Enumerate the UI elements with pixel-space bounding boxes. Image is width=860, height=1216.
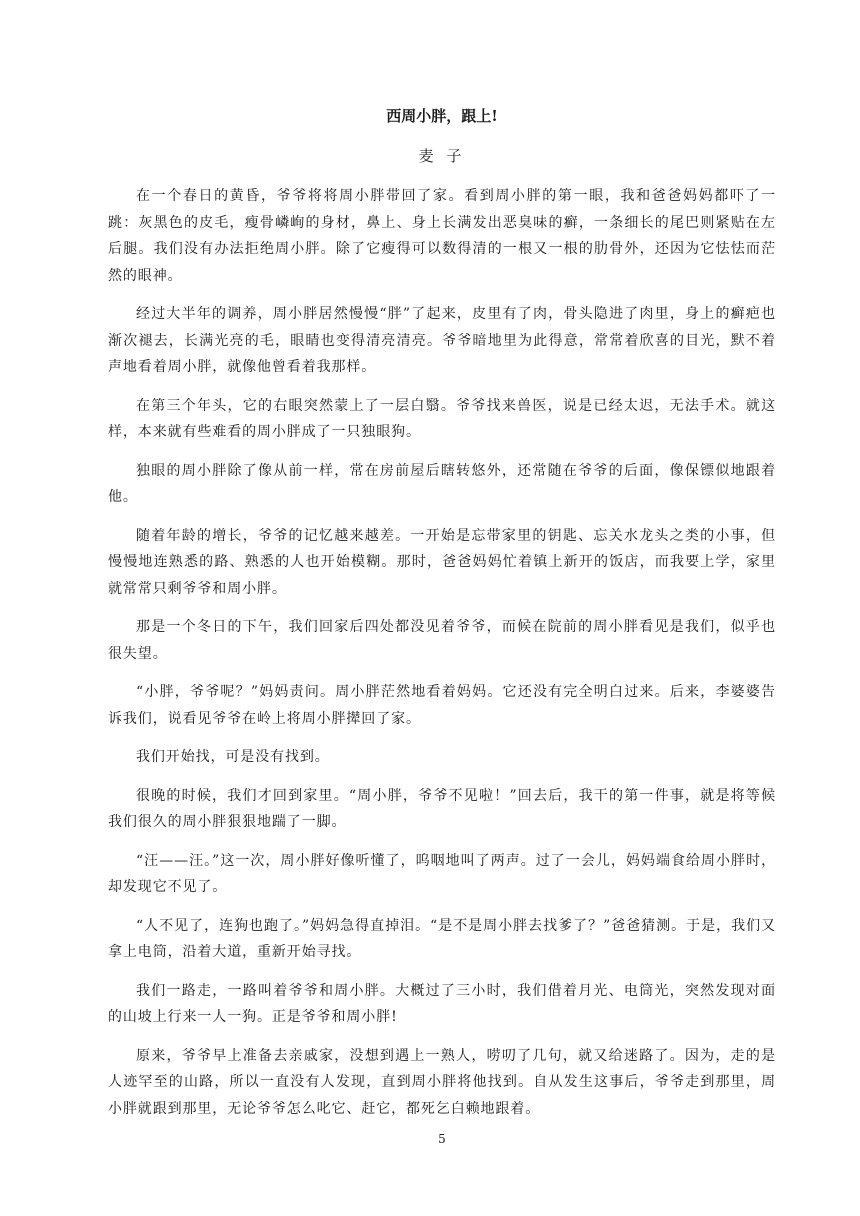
document-body	[108, 183, 776, 1134]
paragraph: 在第三个年头，它的右眼突然蒙上了一层白翳。爷爷找来兽医，说是已经太迟，无法手术。就这样，本来就有些难看的周小胖成了一只独眼狗。	[108, 397, 776, 440]
paragraph: 独眼的周小胖除了像从前一样，常在房前屋后瞎转悠外，还常随在爷爷的后面，像保镖似地跟着他。	[108, 462, 776, 505]
page-number: 5	[438, 1132, 446, 1146]
paragraph: 随着年龄的增长，爷爷的记忆越来越差。一开始是忘带家里的钥匙、忘关水龙头之类的小事，但慢慢地连熟悉的路、熟悉的人也开始模糊。那时，爸爸妈妈忙着镇上新开的饭店，而我要上学，家里就常常只剩爷爷和周小胖。	[108, 527, 776, 597]
paragraph: “汪——汪。”这一次，周小胖好像听懂了，呜咽地叫了两声。过了一会儿，妈妈端食给周小胖时，却发现它不见了。	[108, 852, 776, 895]
paragraph: 经过大半年的调养，周小胖居然慢慢“胖”了起来，皮里有了肉，骨头隐进了肉里，身上的癣疤也渐次褪去，长满光亮的毛，眼睛也变得清亮清亮。爷爷暗地里为此得意，常常着欣喜的目光，默不着声地看着周小胖，就像他曾看着我那样。	[108, 306, 776, 375]
paragraph: 我们开始找，可是没有找到。	[136, 749, 330, 765]
paragraph: 在一个春日的黄昏，爷爷将将周小胖带回了家。看到周小胖的第一眼，我和爸爸妈妈都吓了一跳：灰黑色的皮毛，瘦骨嶙峋的身材，鼻上、身上长满发出恶臭味的癣，一条细长的尾巴则紧贴在左后腿。我们没有办法拒绝周小胖。除了它瘦得可以数得清的一根又一根的肋骨外，还因为它怯怯而茫然的眼神。	[108, 188, 776, 284]
paragraph: 那是一个冬日的下午，我们回家后四处都没见着爷爷，而候在院前的周小胖看见是我们，似乎也很失望。	[108, 619, 776, 662]
document-title: 西周小胖，跟上!	[386, 107, 498, 125]
paragraph: 很晚的时候，我们才回到家里。“周小胖，爷爷不见啦！”回去后，我干的第一件事，就是将等候我们很久的周小胖狠狠地踹了一脚。	[108, 787, 776, 830]
document-page	[108, 0, 776, 1216]
document-author: 麦 子	[418, 147, 466, 165]
paragraph: “人不见了，连狗也跑了。”妈妈急得直掉泪。“是不是周小胖去找爹了？”爸爸猜测。于是，我们又拿上电筒，沿着大道，重新开始寻找。	[108, 917, 776, 960]
paragraph: “小胖，爷爷呢？”妈妈责问。周小胖茫然地看着妈妈。它还没有完全明白过来。后来，李婆婆告诉我们，说看见爷爷在岭上将周小胖撵回了家。	[108, 684, 776, 727]
paragraph: 原来，爷爷早上准备去亲戚家，没想到遇上一熟人，唠叨了几句，就又给迷路了。因为，走的是人迹罕至的山路，所以一直没有人发现，直到周小胖将他找到。自从发生这事后，爷爷走到那里，周小胖就跟到那里，无论爷爷怎么叱它、赶它，都死乞白赖地跟着。	[108, 1047, 776, 1117]
paragraph: 我们一路走，一路叫着爷爷和周小胖。大概过了三小时，我们借着月光、电筒光，突然发现对面的山坡上行来一人一狗。正是爷爷和周小胖!	[108, 982, 776, 1025]
